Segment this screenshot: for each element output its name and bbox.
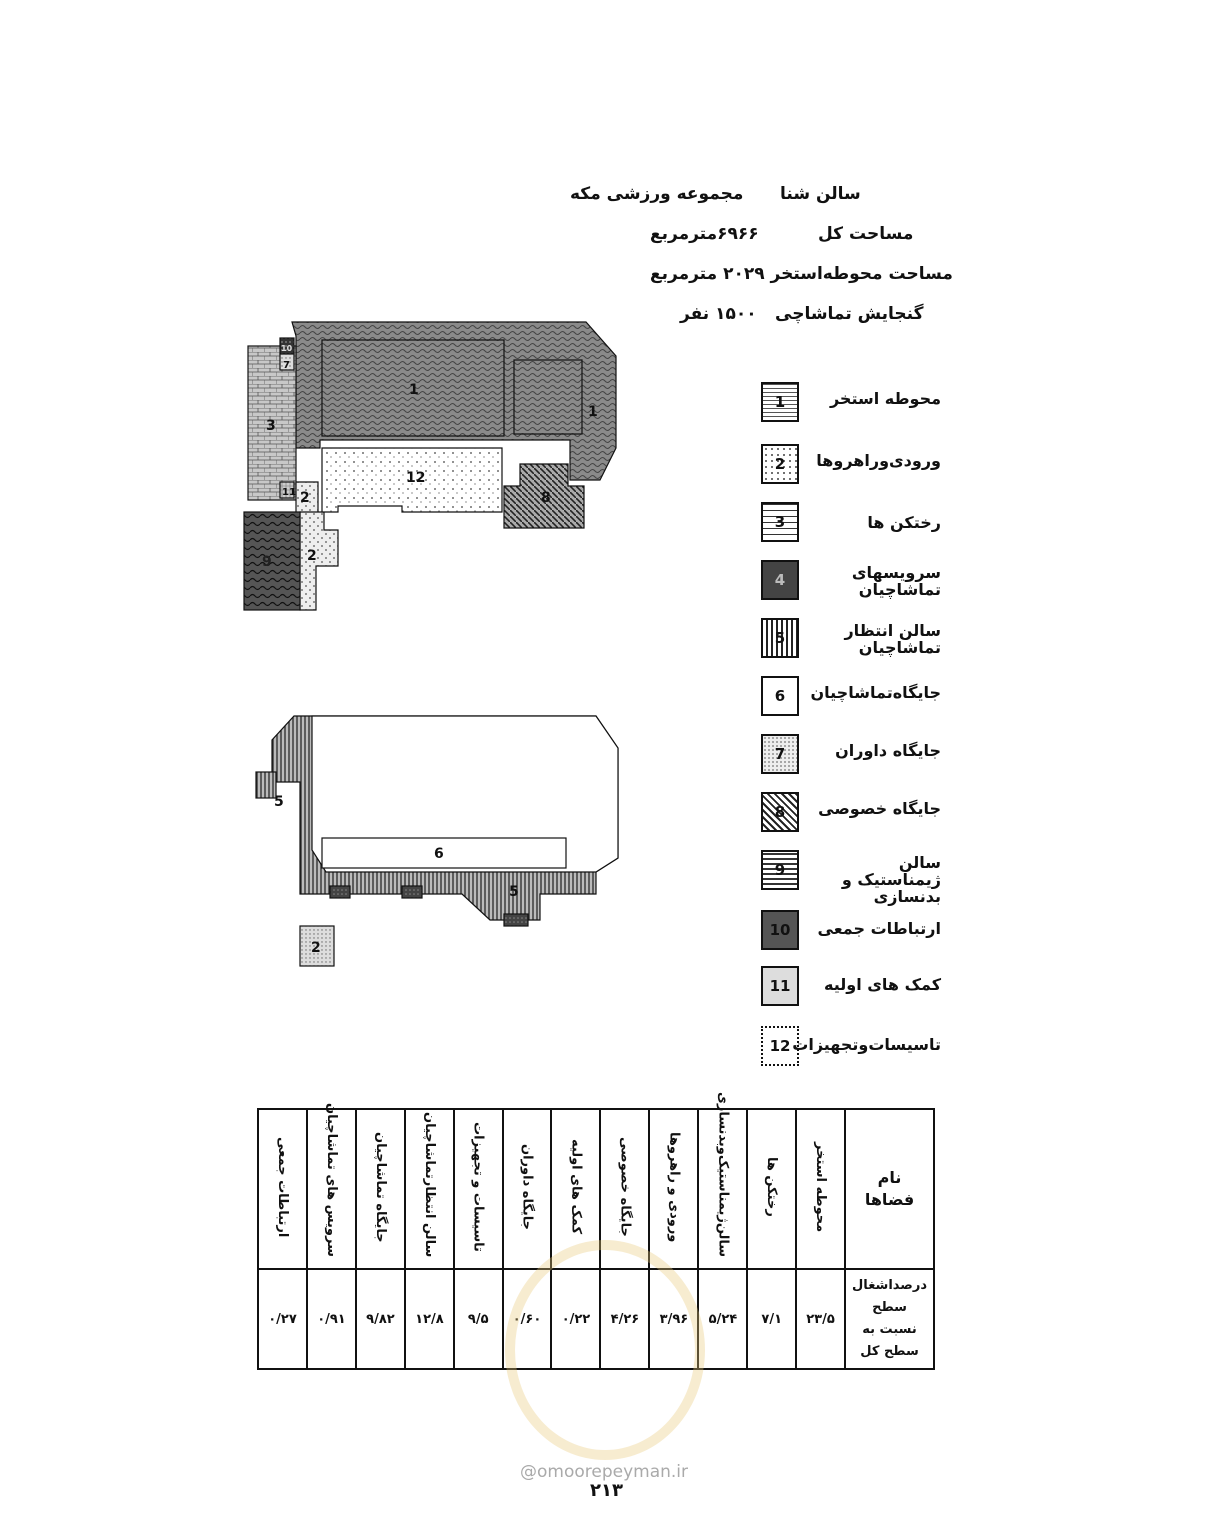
plan-label: 9	[262, 554, 272, 570]
table-cell: ۰/۲۲	[551, 1269, 600, 1369]
legend-item	[755, 966, 941, 1018]
legend-item	[755, 734, 941, 786]
plan-label: 3	[266, 418, 276, 434]
legend-label: جایگاه‌تماشاچیان	[810, 683, 941, 702]
plan-label: 1	[409, 382, 419, 398]
table-col-header: سرویس های تماشاچیان	[323, 1103, 339, 1257]
header-title-label: سالن شنا	[780, 184, 861, 204]
capacity-value: ۱۵۰۰ نفر	[680, 304, 757, 324]
page-number: ۲۱۳	[590, 1480, 623, 1501]
legend-swatch: 2	[761, 444, 799, 484]
plan-label: 11	[282, 487, 296, 498]
plan-label: 7	[283, 360, 290, 371]
floor-plans	[0, 0, 740, 1000]
table-col-header: جایگاه خصوصی	[617, 1137, 633, 1237]
legend-swatch: 1	[761, 382, 799, 422]
legend-swatch: 3	[761, 502, 799, 542]
legend-item	[755, 850, 941, 906]
table-cell: ۰/۲۷	[258, 1269, 307, 1369]
table-cell: ۹/۸۲	[356, 1269, 405, 1369]
legend-item	[755, 502, 941, 554]
table-col-header: کمک های اولیه	[568, 1139, 584, 1235]
pool-area-label: مساحت محوطه‌استخر ۲۰۲۹ مترمربع	[650, 264, 953, 284]
total-area-label: مساحت کل	[818, 224, 914, 244]
plan-label: 1	[588, 404, 598, 420]
legend-swatch: 6	[761, 676, 799, 716]
table-col-header: رختکن ها	[764, 1157, 780, 1217]
plan-label: 5	[509, 884, 519, 900]
table-col-header: سالن‌ژیمناستیک‌وبدنسازی	[715, 1091, 731, 1257]
table-col-header: ورودی و راهروها	[666, 1131, 682, 1243]
table-col-header: محوطه استخر	[813, 1141, 828, 1233]
legend-label: سرویسهای تماشاچیان	[851, 563, 941, 599]
legend-swatch: 8	[761, 792, 799, 832]
table-row-header-percent: درصد‌اشغال سطح نسبت به سطح کل	[845, 1269, 934, 1369]
legend-label: کمک های اولیه	[824, 975, 941, 994]
plan-label: 12	[406, 470, 426, 486]
site-watermark: @omoorepeyman.ir	[520, 1462, 689, 1482]
table-col-header: سالن انتظارتماشاچیان	[421, 1111, 437, 1257]
table-cell: ۷/۱	[747, 1269, 796, 1369]
table-cell: ۰/۹۱	[307, 1269, 356, 1369]
legend-item	[755, 618, 941, 670]
plan-label: 2	[307, 548, 317, 564]
total-area-value: ۶۹۶۶مترمربع	[650, 224, 759, 244]
table-col-header: تاسیسات و تجهیزات	[470, 1122, 486, 1252]
legend-label: ورودی‌وراهروها	[816, 451, 941, 470]
capacity-label: گنجایش تماشاچی	[775, 304, 924, 324]
legend-label: جایگاه داوران	[835, 741, 941, 760]
legend-swatch: 5	[761, 618, 799, 658]
plan-label: 10	[281, 344, 293, 353]
legend-item	[755, 560, 941, 612]
legend-swatch: 7	[761, 734, 799, 774]
plan-label: 2	[300, 490, 310, 506]
table-cell: ۹/۵	[454, 1269, 503, 1369]
plan-label: 8	[541, 490, 551, 506]
legend-item	[755, 792, 941, 844]
legend-label: ارتباطات جمعی	[817, 919, 941, 938]
header-title-value: مجموعه ورزشی مکه	[570, 184, 744, 204]
table-cell: ۵/۲۴	[698, 1269, 747, 1369]
legend-item	[755, 910, 941, 962]
legend-label: رختکن ها	[867, 513, 941, 532]
table-cell: ۰/۶۰	[503, 1269, 552, 1369]
upper-plan	[244, 322, 616, 610]
legend-swatch: 12	[761, 1026, 799, 1066]
table-col-header: ارتباطات جمعی	[274, 1136, 290, 1238]
legend-swatch: 10	[761, 910, 799, 950]
lower-plan	[256, 716, 618, 966]
legend-swatch: 4	[761, 560, 799, 600]
legend-label: سالن ژیمناستیک و بدنسازی	[841, 853, 941, 906]
legend-label: جایگاه خصوصی	[818, 799, 941, 818]
legend-swatch: 9	[761, 850, 799, 890]
table-cell: ۳/۹۶	[649, 1269, 698, 1369]
legend-item	[755, 1026, 941, 1078]
watermark-seal	[505, 1240, 705, 1460]
legend-item	[755, 676, 941, 728]
legend-label: تاسیسات‌وتجهیزات	[792, 1035, 941, 1054]
plan-label: 2	[311, 940, 321, 956]
plan-label: 5	[274, 794, 284, 810]
table-cell: ۱۲/۸	[405, 1269, 454, 1369]
legend-swatch: 11	[761, 966, 799, 1006]
legend-label: محوطه استخر	[829, 389, 941, 408]
table-row-header-name: نام فضاها	[845, 1109, 934, 1269]
legend-item	[755, 444, 941, 496]
table-col-header: جایگاه تماشاچیان	[372, 1131, 388, 1243]
legend-label: سالن انتظار تماشاچیان	[844, 621, 941, 657]
plan-label: 6	[434, 846, 444, 862]
legend-item	[755, 382, 941, 434]
table-cell: ۲۳/۵	[796, 1269, 845, 1369]
table-cell: ۴/۲۶	[600, 1269, 649, 1369]
table-col-header: جایگاه داوران	[519, 1143, 535, 1231]
